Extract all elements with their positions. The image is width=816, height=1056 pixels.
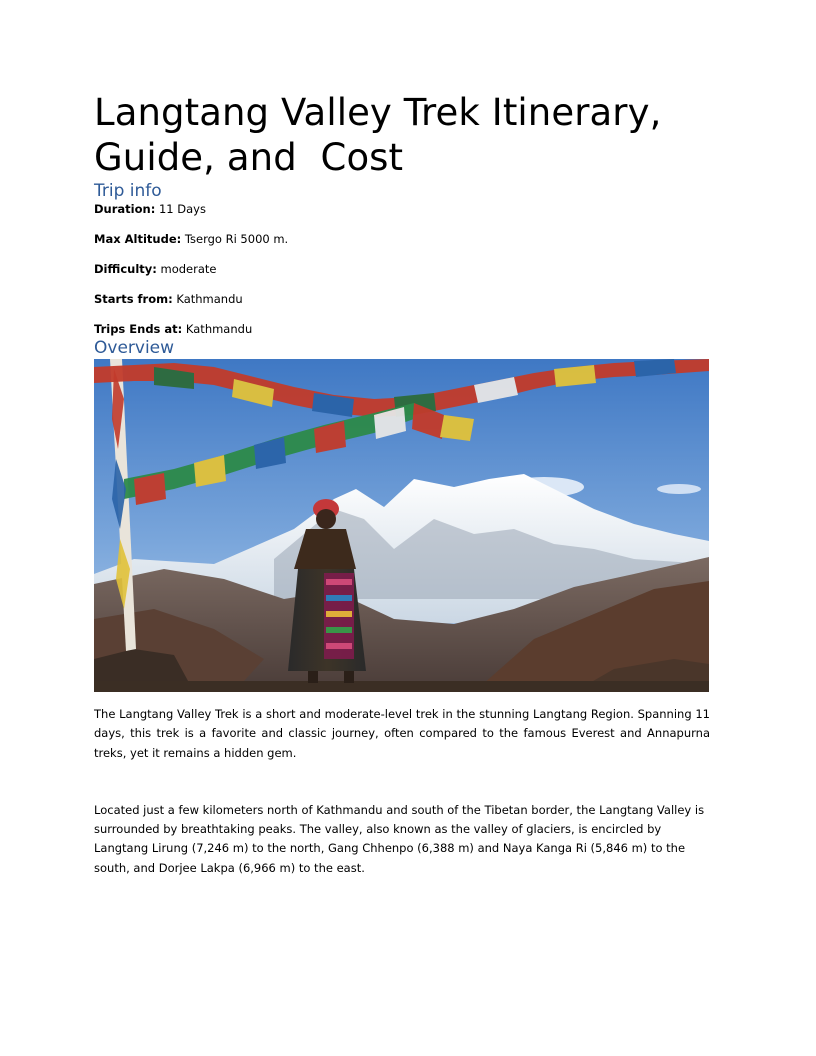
- trip-info-ends-at: [94, 322, 710, 337]
- trip-info-starts-from: [94, 292, 710, 307]
- document-page: [94, 90, 710, 878]
- info-label: Max Altitude:: [94, 232, 182, 246]
- trip-info-duration: [94, 202, 710, 217]
- overview-paragraph-1: The Langtang Valley Trek is a short and moderate-level trek in the stunning Langtang Region. Spanning 11 days, this trek is a favorite and classic journey, often compared to the famous Everest and Annapurna treks, yet it remains a hidden gem.: [94, 707, 710, 760]
- trip-info-list: [94, 202, 710, 337]
- info-value: Kathmandu: [185, 322, 253, 336]
- info-label: Difficulty:: [94, 262, 157, 276]
- info-value: moderate: [160, 262, 217, 276]
- info-value: 11 Days: [158, 202, 206, 216]
- info-label: Duration:: [94, 202, 156, 216]
- info-label: Trips Ends at:: [94, 322, 183, 336]
- trip-info-heading: Trip info: [94, 181, 162, 201]
- info-value: Tsergo Ri 5000 m.: [184, 232, 289, 246]
- info-label: Starts from:: [94, 292, 173, 306]
- langtang-photo: [94, 359, 709, 692]
- document-title: Langtang Valley Trek Itinerary, Guide, and Cost: [94, 91, 674, 179]
- overview-paragraph-2: Located just a few kilometers north of Kathmandu and south of the Tibetan border, the Langtang Valley is surrounded by breathtaking peaks. The valley, also known as the valley of glaciers, is encircled by Langtang Lirung (7,246 m) to the north, Gang Chhenpo (6,388 m) and Naya Kanga Ri (5,846 m) to the south, and Dorjee Lakpa (6,966 m) to the east.: [94, 802, 705, 875]
- overview-heading: Overview: [94, 338, 175, 358]
- trip-info-difficulty: [94, 262, 710, 277]
- info-value: Kathmandu: [176, 292, 243, 306]
- trip-info-max-altitude: [94, 232, 710, 247]
